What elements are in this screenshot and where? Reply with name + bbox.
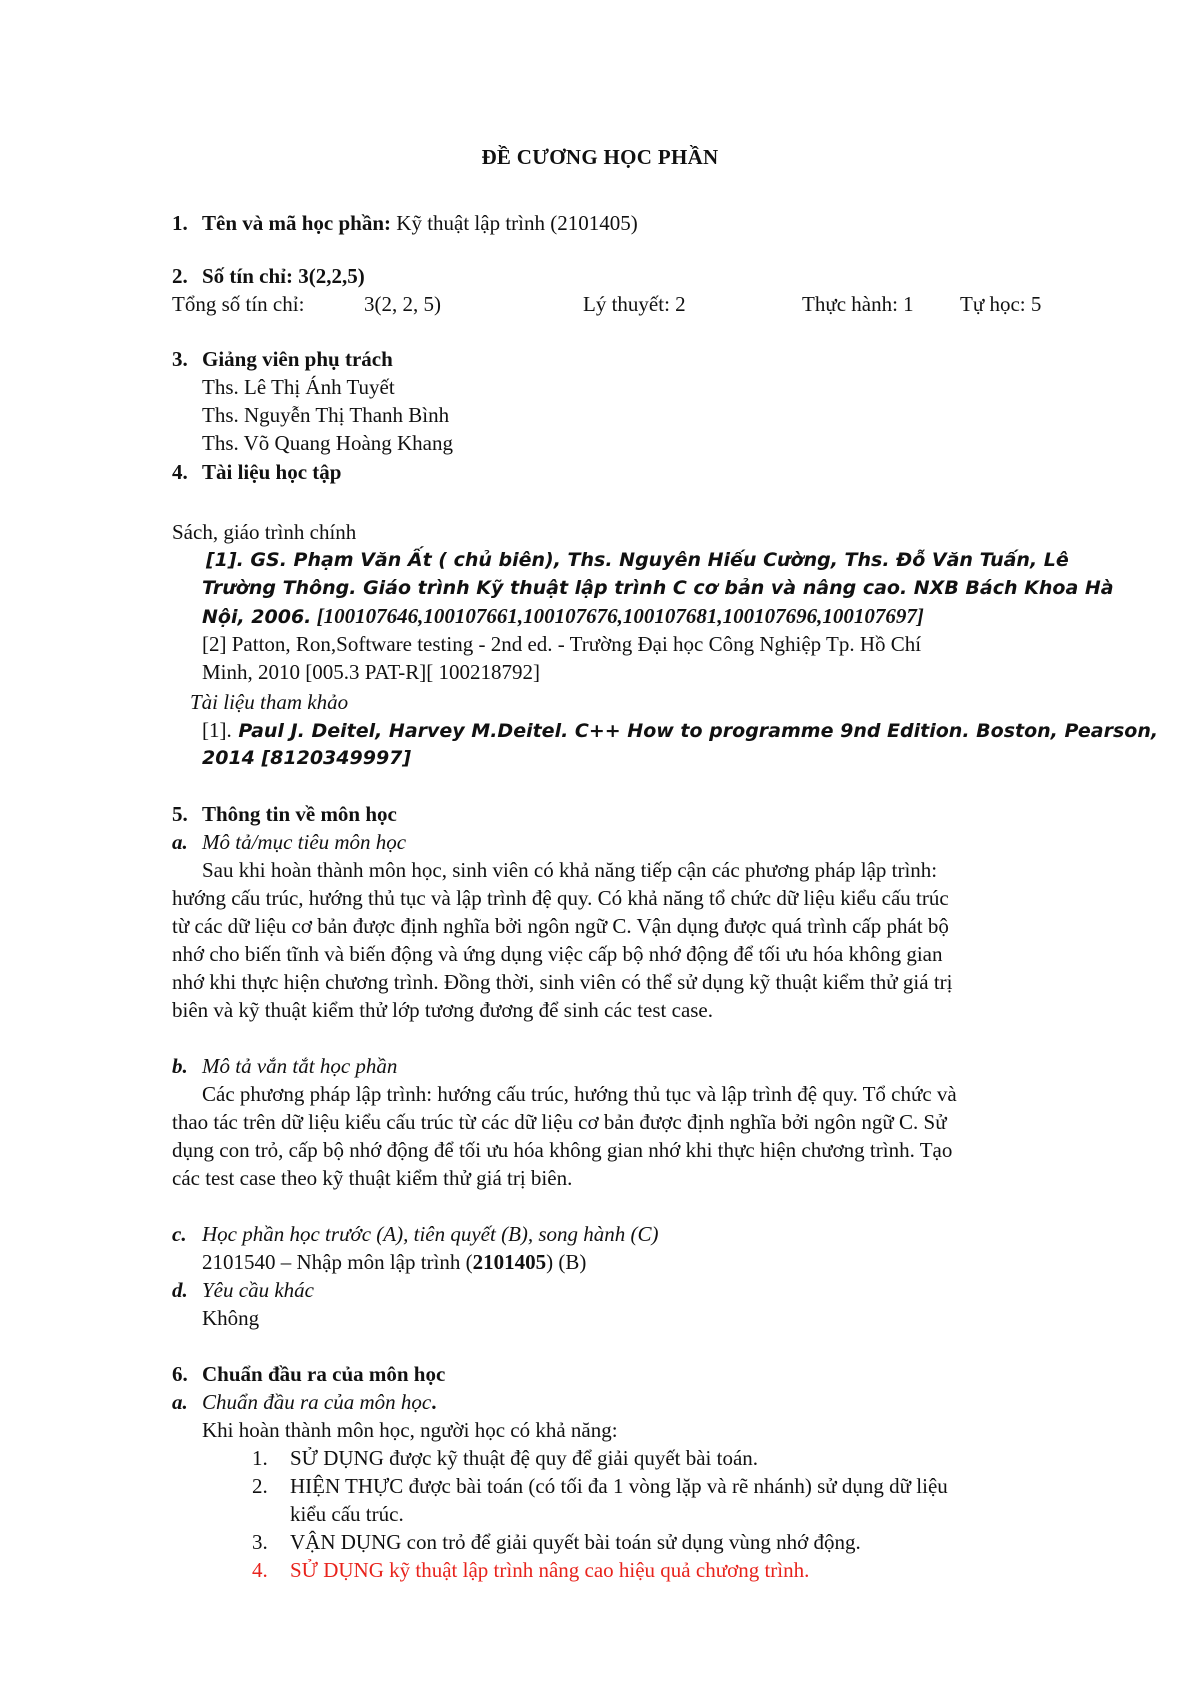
subsection-5a [172, 828, 406, 856]
prerequisite-type: ) (B) [546, 1250, 587, 1274]
outcome-number: 2. [252, 1474, 268, 1498]
reference-3-prefix: [1]. [202, 718, 232, 742]
outcome-number: 1. [252, 1446, 268, 1470]
paragraph-line: từ các dữ liệu cơ bản được định nghĩa bởi ngôn ngữ C. Vận dụng được quá trình cấp phát bộ [172, 914, 949, 938]
section-label: Thông tin về môn học [202, 802, 397, 826]
outcome-number: 4. [252, 1558, 268, 1582]
reference-1-codes: [100107646,100107661,100107676,100107681,100107696,100107697] [311, 604, 924, 628]
credits-practice: Thực hành: 1 [802, 292, 914, 316]
section-number: 2. [172, 264, 188, 288]
subsection-label: Học phần học trước (A), tiên quyết (B), song hành (C) [202, 1222, 659, 1246]
prerequisite-text: 2101540 – Nhập môn lập trình ( [202, 1250, 473, 1274]
outcome-item-highlighted: SỬ DỤNG kỹ thuật lập trình nâng cao hiệu quả chương trình. [290, 1558, 810, 1582]
section-label: Giảng viên phụ trách [202, 347, 393, 371]
paragraph-line: nhớ cho biến tĩnh và biến động và ứng dụng việc cấp bộ nhớ động để tối ưu hóa không gian [172, 942, 943, 966]
section-number: 3. [172, 347, 188, 371]
outcome-item: SỬ DỤNG được kỹ thuật đệ quy để giải quyết bài toán. [290, 1446, 759, 1470]
subsection-label: Yêu cầu khác [202, 1278, 314, 1302]
outcomes-intro: Khi hoàn thành môn học, người học có khả năng: [202, 1418, 618, 1442]
paragraph-line: Sau khi hoàn thành môn học, sinh viên có khả năng tiếp cận các phương pháp lập trình: [202, 858, 938, 882]
reference-3-line-2: 2014 [8120349997] [202, 747, 412, 769]
outcome-item-continued: kiểu cấu trúc. [290, 1502, 404, 1526]
credits-total-value: 3(2, 2, 5) [364, 292, 441, 316]
subsection-label-dot: . [431, 1390, 437, 1414]
section-number: 6. [172, 1362, 188, 1386]
reference-1-year: Nội, 2006. [202, 606, 312, 628]
reference-1-line-3 [202, 602, 924, 631]
main-textbooks-heading: Sách, giáo trình chính [172, 520, 357, 544]
reference-3-line-1 [202, 716, 1158, 745]
reference-2-line-2: Minh, 2010 [005.3 PAT-R][ 100218792] [202, 660, 540, 684]
other-requirements-value: Không [202, 1306, 260, 1330]
outcome-number: 3. [252, 1530, 268, 1554]
section-2 [172, 262, 365, 290]
paragraph-line: thao tác trên dữ liệu kiểu cấu trúc từ các dữ liệu cơ bản được định nghĩa bởi ngôn ngữ C. Sử [172, 1110, 947, 1134]
paragraph-line: các test case theo kỹ thuật kiểm thử giá trị biên. [172, 1166, 573, 1190]
subsection-label: Mô tả vắn tắt học phần [202, 1054, 398, 1078]
section-number: 5. [172, 802, 188, 826]
subsection-letter: a. [172, 1390, 188, 1414]
section-label: Số tín chỉ: 3(2,2,5) [202, 264, 365, 288]
credits-self-study: Tự học: 5 [960, 292, 1042, 316]
subsection-6a [172, 1388, 437, 1416]
subsection-letter: a. [172, 830, 188, 854]
paragraph-line: biên và kỹ thuật kiểm thử lớp tương đương để sinh các test case. [172, 998, 714, 1022]
lecturer-item: Ths. Lê Thị Ánh Tuyết [202, 375, 395, 399]
paragraph-line: nhớ khi thực hiện chương trình. Đồng thời, sinh viên có thể sử dụng kỹ thuật kiểm thử giá trị [172, 970, 953, 994]
section-6 [172, 1360, 445, 1388]
section-4 [172, 458, 341, 486]
section-label: Tên và mã học phần: [202, 211, 392, 235]
subsection-label: Mô tả/mục tiêu môn học [202, 830, 407, 854]
subsection-5b [172, 1052, 397, 1080]
reference-3-text: Paul J. Deitel, Harvey M.Deitel. C++ How to programme 9nd Edition. Boston, Pearson, [231, 720, 1159, 742]
prerequisite-line [202, 1248, 586, 1276]
document-title: ĐỀ CƯƠNG HỌC PHẦN [481, 145, 719, 169]
course-name-code: Kỹ thuật lập trình (2101405) [391, 211, 638, 235]
subsection-letter: c. [172, 1222, 187, 1246]
reference-1-line-1: [1]. GS. Phạm Văn Ất ( chủ biên), Ths. Nguyên Hiếu Cường, Ths. Đỗ Văn Tuấn, Lê [206, 549, 1069, 571]
section-label: Tài liệu học tập [202, 460, 342, 484]
subsection-5c [172, 1220, 659, 1248]
paragraph-line: Các phương pháp lập trình: hướng cấu trúc, hướng thủ tục và lập trình đệ quy. Tổ chức và [202, 1082, 957, 1106]
subsection-5d [172, 1276, 314, 1304]
subsection-label: Chuẩn đầu ra của môn học [202, 1390, 432, 1414]
section-label: Chuẩn đầu ra của môn học [202, 1362, 446, 1386]
lecturer-item: Ths. Võ Quang Hoàng Khang [202, 431, 453, 455]
section-1 [172, 209, 638, 237]
supplementary-heading: Tài liệu tham khảo [190, 690, 349, 714]
subsection-letter: b. [172, 1054, 188, 1078]
subsection-letter: d. [172, 1278, 188, 1302]
prerequisite-code: 2101405 [472, 1250, 547, 1274]
section-number: 4. [172, 460, 188, 484]
section-number: 1. [172, 211, 188, 235]
paragraph-line: hướng cấu trúc, hướng thủ tục và lập trình đệ quy. Có khả năng tổ chức dữ liệu kiểu cấu trúc [172, 886, 949, 910]
paragraph-line: dụng con trỏ, cấp bộ nhớ động để tối ưu hóa không gian nhớ khi thực hiện chương trình. Tạo [172, 1138, 953, 1162]
credits-total-label: Tổng số tín chỉ: [172, 292, 305, 316]
credits-theory: Lý thuyết: 2 [583, 292, 686, 316]
reference-2-line-1: [2] Patton, Ron,Software testing - 2nd ed. - Trường Đại học Công Nghiệp Tp. Hồ Chí [202, 632, 922, 656]
reference-1-line-2: Trường Thông. Giáo trình Kỹ thuật lập trình C cơ bản và nâng cao. NXB Bách Khoa Hà [202, 577, 1114, 599]
outcome-item: HIỆN THỰC được bài toán (có tối đa 1 vòng lặp và rẽ nhánh) sử dụng dữ liệu [290, 1474, 948, 1498]
outcome-item: VẬN DỤNG con trỏ để giải quyết bài toán sử dụng vùng nhớ động. [290, 1530, 861, 1554]
section-5 [172, 800, 397, 828]
lecturer-item: Ths. Nguyễn Thị Thanh Bình [202, 403, 450, 427]
section-3 [172, 345, 393, 373]
